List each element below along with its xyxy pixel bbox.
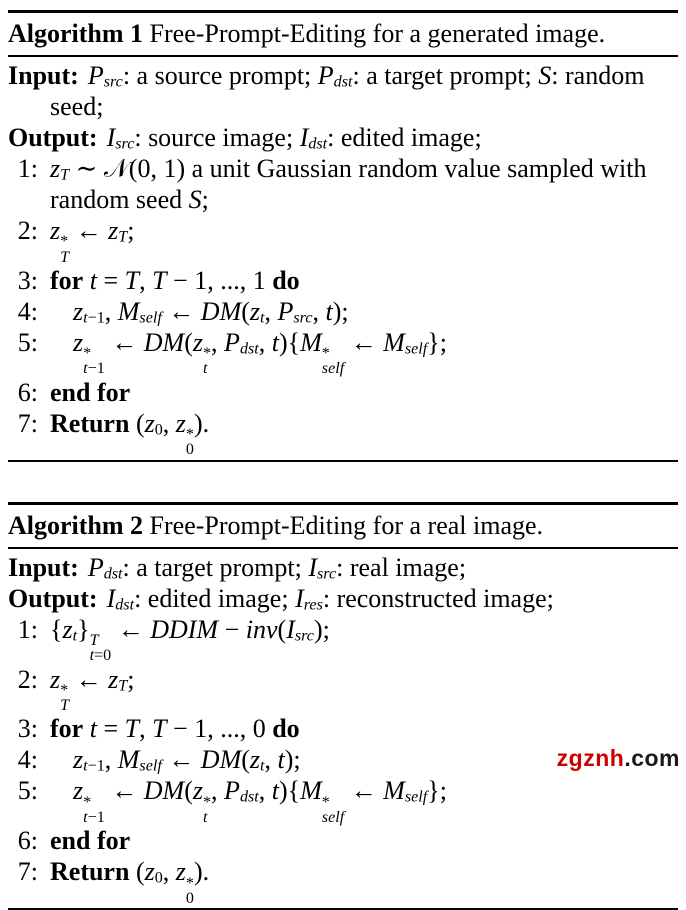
math-expression: ($z_0$, z * 0 ). <box>135 408 210 459</box>
step-content <box>50 327 678 377</box>
step-number: 1: <box>17 154 38 183</box>
step-number: 2: <box>17 216 38 245</box>
keyword-bold: end for <box>50 377 131 407</box>
math-expression: S <box>188 185 202 214</box>
step-content <box>50 856 678 906</box>
io-first-line: Output: $I_{dst}$: edited image; $I_{res}$: reconstructed image; <box>8 583 554 614</box>
io-line <box>8 60 678 122</box>
io-line <box>8 552 678 583</box>
step-line <box>50 614 678 664</box>
math-expression: $I_{dst}$ <box>299 123 328 153</box>
step-number: 6: <box>17 826 38 856</box>
math-expression: z * T ← $z_T$; <box>50 216 135 266</box>
step-content <box>50 775 678 825</box>
io-first-line: Output: $I_{src}$: source image; $I_{dst}$: edited image; <box>8 123 482 153</box>
script-stack: * t−1 <box>83 793 105 826</box>
step-number: 6: <box>17 377 38 407</box>
watermark <box>557 745 680 772</box>
step-content <box>50 265 678 296</box>
script-stack: * T <box>60 681 70 715</box>
io-label: Input: <box>8 61 79 90</box>
algorithm-1-block <box>8 10 678 462</box>
algorithm-title: Algorithm 1 Free-Prompt-Editing for a generated image. <box>8 19 606 48</box>
math-expression: $I_{dst}$ <box>106 583 135 614</box>
io-first-line: Input: $P_{dst}$: a target prompt; $I_{src}$: real image; <box>8 552 467 583</box>
step-line <box>73 327 678 377</box>
step-number: 7: <box>17 408 38 438</box>
math-expression: $I_{res}$ <box>295 583 323 614</box>
step-line: $z_T$ ∼ 𝒩(0, 1) a unit Gaussian random value sampled with <box>50 154 647 184</box>
math-expression: t = T, T − 1, ..., 0 <box>89 714 266 744</box>
step-content <box>50 713 678 744</box>
math-expression: $z_{t-1}$, $M_{self}$ ← $DM(z_t$, t); <box>73 745 301 775</box>
script-stack: * T <box>60 233 70 266</box>
algorithm-body <box>8 57 678 460</box>
step-number: 2: <box>17 664 38 694</box>
io-line <box>8 583 678 614</box>
math-expression: z * t−1 ← DM(z * t , $P_{dst}$, t){M * self ← $M_{self}$}; <box>73 327 447 378</box>
algorithm-step <box>8 296 678 327</box>
step-line <box>50 713 678 744</box>
step-number: 5: <box>17 327 38 357</box>
script-stack: * self <box>321 793 345 826</box>
keyword-bold: Return <box>50 408 130 438</box>
math-expression: $z_{t-1}$, $M_{self}$ ← $DM(z_t$, $P_{src}$, t); <box>73 296 349 327</box>
step-content <box>50 614 678 664</box>
algorithm-2-block <box>8 502 678 910</box>
keyword-bold: for <box>50 265 84 295</box>
step-line <box>50 856 678 906</box>
algorithm-step <box>8 377 678 408</box>
step-content <box>50 377 678 408</box>
step-content <box>50 215 678 265</box>
algorithms-container <box>8 10 678 910</box>
script-stack: * 0 <box>185 426 194 459</box>
io-label: Input: <box>8 552 79 582</box>
math-expression: $I_{src}$ <box>106 123 135 153</box>
io-line <box>8 122 678 153</box>
algorithm-step <box>8 614 678 664</box>
math-expression: $I_{src}$ <box>308 552 337 583</box>
io-label: Output: <box>8 583 98 613</box>
step-number: 3: <box>17 714 38 744</box>
math-expression: z * T ← $z_T$; <box>50 664 135 715</box>
script-stack: * t <box>202 793 212 826</box>
step-line <box>50 408 678 458</box>
io-first-line: Input: $P_{src}$: a source prompt; $P_{dst}$: a target prompt; S: random <box>8 61 645 91</box>
step-line <box>73 775 678 825</box>
bottom-rule <box>8 460 678 462</box>
math-expression: ($z_0$, z * 0 ). <box>135 857 210 907</box>
step-line <box>50 664 678 714</box>
watermark-domain-suffix: .com <box>624 745 680 771</box>
step-line <box>50 215 678 265</box>
step-number: 1: <box>17 614 38 644</box>
math-expression: $P_{src}$ <box>87 61 123 91</box>
script-stack: T t=0 <box>89 631 112 665</box>
io-continuation-line: seed; <box>50 92 104 121</box>
step-content <box>50 153 678 215</box>
algorithm-step <box>8 265 678 296</box>
algorithm-step <box>8 408 678 458</box>
step-content <box>50 664 678 714</box>
script-stack: * t−1 <box>83 345 105 378</box>
math-expression: z * t−1 ← DM(z * t , $P_{dst}$, t){M * self ← $M_{self}$}; <box>73 776 447 826</box>
math-expression: $P_{dst}$ <box>87 552 123 583</box>
step-content <box>50 408 678 458</box>
math-expression: $\{z_t\}$ T t=0 ← DDIM − $inv(I_{src})$; <box>50 614 330 665</box>
keyword-bold: do <box>272 265 300 295</box>
step-line <box>50 377 678 408</box>
step-line <box>73 296 678 327</box>
step-line <box>50 825 678 856</box>
keyword-bold: end for <box>50 826 131 856</box>
algorithm-body <box>8 549 678 909</box>
algorithm-step <box>8 153 678 215</box>
step-line: random seed S; <box>50 185 209 214</box>
keyword-bold: Return <box>50 857 130 887</box>
step-number: 5: <box>17 776 38 806</box>
algorithm-step <box>8 825 678 856</box>
step-content <box>50 825 678 856</box>
algorithm-step <box>8 215 678 265</box>
keyword-bold: do <box>272 714 300 744</box>
algorithm-step <box>8 713 678 744</box>
math-expression: S <box>538 61 552 90</box>
script-stack: * t <box>202 345 212 378</box>
step-content <box>50 296 678 327</box>
step-number: 4: <box>17 296 38 326</box>
keyword-bold: for <box>50 714 84 744</box>
algorithm-step <box>8 664 678 714</box>
algorithm-step <box>8 327 678 377</box>
script-stack: * self <box>321 345 345 378</box>
io-label: Output: <box>8 123 98 152</box>
algorithm-title: Algorithm 2 Free-Prompt-Editing for a real image. <box>8 510 544 540</box>
step-number: 4: <box>17 745 38 775</box>
step-line <box>50 265 678 296</box>
algorithm-label: Algorithm 2 <box>8 510 144 540</box>
watermark-site-name: zgznh <box>556 745 625 771</box>
math-expression: $z_T$ ∼ 𝒩(0, 1) <box>50 154 186 184</box>
algorithm-label: Algorithm 1 <box>8 19 144 48</box>
step-number: 3: <box>17 265 38 295</box>
script-stack: * 0 <box>185 874 194 907</box>
step-number: 7: <box>17 857 38 887</box>
algorithm-step <box>8 856 678 906</box>
algorithm-step <box>8 775 678 825</box>
math-expression: t = T, T − 1, ..., 1 <box>89 265 266 295</box>
math-expression: $P_{dst}$ <box>317 61 353 91</box>
